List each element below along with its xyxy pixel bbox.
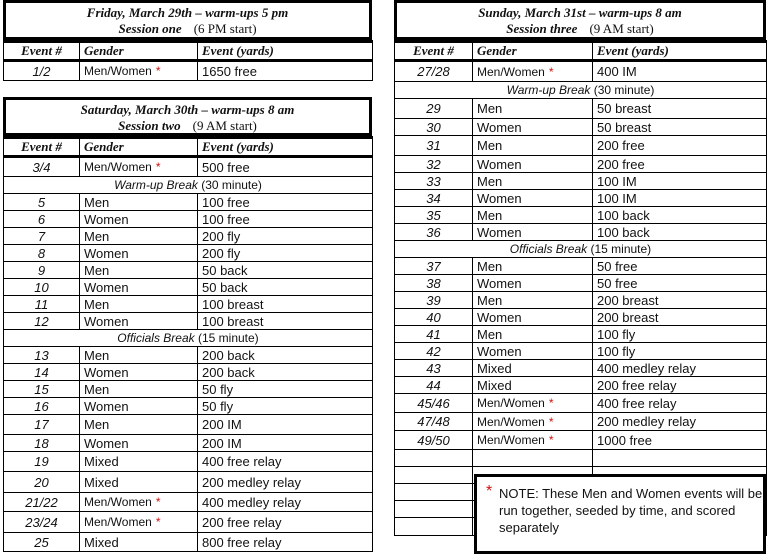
gender-text: Mixed (84, 534, 119, 550)
event-row (395, 450, 767, 467)
gender (80, 364, 198, 381)
gender-text: Women (477, 190, 522, 206)
break-duration: (15 minute) (194, 331, 259, 345)
gender (473, 173, 593, 190)
combined-asterisk: * (155, 64, 161, 78)
event-number: 47/48 (395, 413, 473, 431)
break-cell (4, 330, 373, 347)
column-header: Gender (80, 138, 198, 157)
event-name: 200 fly (198, 245, 373, 262)
gender-text: Men (84, 296, 110, 312)
event-number: 7 (4, 228, 80, 245)
break-row (395, 82, 767, 99)
event-row (395, 119, 767, 136)
combined-asterisk: * (548, 414, 554, 429)
gender-text: Men (477, 101, 503, 116)
event-number: 49/50 (395, 431, 473, 450)
gender (80, 157, 198, 177)
gender (80, 452, 198, 472)
column-header: Event # (4, 138, 80, 157)
gender (473, 99, 593, 119)
event-name: 100 fly (593, 326, 767, 343)
break-row (395, 241, 767, 258)
event-row (395, 343, 767, 360)
event-name: 200 breast (593, 292, 767, 309)
gender-text: Men (84, 228, 110, 244)
event-number: 30 (395, 119, 473, 136)
event-name: 50 free (593, 275, 767, 292)
break-label: Warm-up Break (114, 178, 198, 192)
event-name: 100 breast (198, 296, 373, 313)
gender-text: Men (477, 173, 503, 189)
event-number: 33 (395, 173, 473, 190)
event-row (4, 398, 373, 415)
event-name: 200 medley relay (198, 472, 373, 493)
event-number: 43 (395, 360, 473, 377)
gender-text: Men/Women (477, 64, 545, 79)
gender (80, 279, 198, 296)
event-name: 400 free relay (198, 452, 373, 472)
combined-asterisk: * (548, 64, 554, 79)
column-header: Event # (395, 42, 473, 61)
event-number: 12 (4, 313, 80, 330)
gender (473, 377, 593, 394)
break-cell (4, 177, 373, 194)
event-row (4, 211, 373, 228)
break-duration: (15 minute) (587, 242, 652, 256)
header-row (395, 42, 767, 61)
event-name: 100 free (198, 194, 373, 211)
sunday-header (394, 0, 766, 40)
event-name: 50 fly (198, 398, 373, 415)
event-row (4, 452, 373, 472)
gender-text: Men (84, 347, 110, 363)
event-name: 100 back (593, 207, 767, 224)
gender (80, 493, 198, 512)
event-row (4, 296, 373, 313)
break-duration: (30 minute) (590, 83, 655, 97)
gender (473, 413, 593, 431)
event-number: 29 (395, 99, 473, 119)
friday-table (3, 40, 373, 81)
gender (473, 61, 593, 82)
gender-text: Women (477, 309, 522, 325)
gender-text: Women (84, 435, 129, 451)
combined-asterisk: * (155, 495, 161, 509)
gender (80, 245, 198, 262)
gender (80, 61, 198, 81)
event-name: 400 medley relay (593, 360, 767, 377)
event-number: 17 (4, 415, 80, 435)
event-row (4, 512, 373, 533)
gender-text: Women (84, 398, 129, 414)
event-row (395, 136, 767, 156)
event-name: 100 IM (593, 173, 767, 190)
event-row (4, 472, 373, 493)
gender-text: Women (84, 364, 129, 380)
event-row (395, 309, 767, 326)
event-number: 16 (4, 398, 80, 415)
event-name: 400 medley relay (198, 493, 373, 512)
gender-text: Women (477, 224, 522, 240)
note-asterisk: * (486, 483, 493, 500)
break-row (4, 330, 373, 347)
event-row (4, 493, 373, 512)
header-row (4, 42, 373, 61)
gender-text: Women (477, 156, 522, 172)
gender (473, 119, 593, 136)
event-row (4, 415, 373, 435)
event-number: 23/24 (4, 512, 80, 533)
event-row (4, 194, 373, 211)
event-number: 8 (4, 245, 80, 262)
gender-text: Men (477, 138, 503, 153)
friday-start: (6 PM start) (193, 21, 257, 36)
saturday-session: Session two (118, 118, 181, 133)
event-number: 45/46 (395, 394, 473, 413)
gender (80, 381, 198, 398)
event-name (593, 450, 767, 467)
gender (80, 398, 198, 415)
event-row (395, 377, 767, 394)
event-name: 1000 free (593, 431, 767, 450)
gender-text: Men (84, 417, 110, 432)
event-row (4, 381, 373, 398)
saturday-title: Saturday, March 30th – warm-ups 8 am (80, 102, 295, 117)
gender-text: Men/Women (477, 396, 545, 410)
event-number: 41 (395, 326, 473, 343)
event-row (4, 347, 373, 364)
event-row (395, 173, 767, 190)
gender-text: Women (477, 343, 522, 359)
event-number: 20 (4, 472, 80, 493)
gender (473, 207, 593, 224)
event-name: 50 breast (593, 99, 767, 119)
event-number: 15 (4, 381, 80, 398)
event-number: 1/2 (4, 61, 80, 81)
gender-text: Mixed (84, 474, 119, 490)
event-row (395, 326, 767, 343)
event-row (395, 360, 767, 377)
event-number: 19 (4, 452, 80, 472)
event-name: 800 free relay (198, 533, 373, 552)
gender-text: Men/Women (84, 495, 152, 509)
event-name: 200 breast (593, 309, 767, 326)
event-row (4, 61, 373, 81)
event-row (395, 292, 767, 309)
gender (473, 292, 593, 309)
event-number: 34 (395, 190, 473, 207)
event-row (395, 413, 767, 431)
event-row (395, 156, 767, 173)
event-row (4, 313, 373, 330)
gender (80, 533, 198, 552)
event-number: 31 (395, 136, 473, 156)
column-header: Gender (80, 42, 198, 61)
combined-asterisk: * (548, 433, 554, 447)
event-name: 500 free (198, 157, 373, 177)
gender (80, 435, 198, 452)
event-name: 100 free (198, 211, 373, 228)
event-number: 18 (4, 435, 80, 452)
gender (473, 450, 593, 467)
event-number (395, 501, 473, 518)
gender (80, 211, 198, 228)
gender (473, 326, 593, 343)
event-number: 3/4 (4, 157, 80, 177)
event-number (395, 450, 473, 467)
break-cell (395, 241, 767, 258)
column-header: Event # (4, 42, 80, 61)
event-row (395, 394, 767, 413)
saturday-header (3, 97, 372, 136)
event-row (4, 364, 373, 381)
combined-asterisk: * (155, 160, 161, 174)
gender (473, 258, 593, 275)
event-name: 50 fly (198, 381, 373, 398)
event-name: 200 free relay (593, 377, 767, 394)
event-name: 100 back (593, 224, 767, 241)
gender-text: Women (477, 275, 522, 291)
event-number (395, 467, 473, 484)
saturday-table (3, 136, 373, 552)
gender (80, 296, 198, 313)
gender-text: Men/Women (84, 515, 152, 529)
column-header: Event (yards) (198, 138, 373, 157)
event-number: 5 (4, 194, 80, 211)
gender (473, 309, 593, 326)
event-row (4, 228, 373, 245)
combined-asterisk: * (155, 515, 161, 529)
gender (80, 262, 198, 279)
event-name: 50 back (198, 262, 373, 279)
event-name: 200 free (593, 156, 767, 173)
break-label: Officials Break (117, 331, 195, 345)
gender (80, 415, 198, 435)
gender (473, 275, 593, 292)
gender-text: Men (477, 326, 503, 342)
event-number: 32 (395, 156, 473, 173)
gender (473, 224, 593, 241)
event-number: 27/28 (395, 61, 473, 82)
event-number: 39 (395, 292, 473, 309)
event-row (395, 99, 767, 119)
event-row (4, 245, 373, 262)
gender (473, 190, 593, 207)
gender-text: Women (84, 279, 129, 295)
column-header: Event (yards) (593, 42, 767, 61)
gender (473, 343, 593, 360)
event-number (395, 484, 473, 501)
event-name: 200 IM (198, 435, 373, 452)
event-name: 100 fly (593, 343, 767, 360)
gender (80, 347, 198, 364)
event-name: 200 free relay (198, 512, 373, 533)
event-number: 21/22 (4, 493, 80, 512)
event-number: 44 (395, 377, 473, 394)
gender (473, 394, 593, 413)
event-number: 40 (395, 309, 473, 326)
sunday-table (394, 40, 767, 536)
event-name: 200 free (593, 136, 767, 156)
gender-text: Men (84, 194, 110, 210)
event-name: 50 back (198, 279, 373, 296)
event-number: 36 (395, 224, 473, 241)
event-number: 38 (395, 275, 473, 292)
gender (80, 228, 198, 245)
sunday-session: Session three (506, 21, 578, 36)
gender (80, 472, 198, 493)
gender-text: Men (477, 292, 503, 308)
event-number: 10 (4, 279, 80, 296)
event-number: 42 (395, 343, 473, 360)
friday-header (3, 0, 372, 40)
gender (473, 136, 593, 156)
event-name: 200 back (198, 347, 373, 364)
gender-text: Men/Women (84, 160, 152, 174)
gender-text: Men (477, 258, 503, 274)
note-text: NOTE: These Men and Women events will be run together, seeded by time, and scored separately (499, 486, 763, 535)
gender (80, 194, 198, 211)
event-number: 6 (4, 211, 80, 228)
break-cell (395, 82, 767, 99)
event-row (4, 435, 373, 452)
gender (80, 512, 198, 533)
event-number: 9 (4, 262, 80, 279)
event-name: 100 IM (593, 190, 767, 207)
event-row (4, 279, 373, 296)
gender-text: Women (84, 211, 129, 227)
break-label: Warm-up Break (506, 83, 591, 97)
event-name: 200 fly (198, 228, 373, 245)
event-number: 37 (395, 258, 473, 275)
sunday-title: Sunday, March 31st – warm-ups 8 am (478, 5, 682, 20)
break-row (4, 177, 373, 194)
event-name: 400 free relay (593, 394, 767, 413)
gender (473, 156, 593, 173)
event-name: 100 breast (198, 313, 373, 330)
event-row (4, 262, 373, 279)
gender-text: Mixed (84, 454, 119, 469)
gender-text: Women (477, 119, 522, 135)
event-name: 200 medley relay (593, 413, 767, 431)
gender-text: Men (477, 207, 503, 223)
event-number: 35 (395, 207, 473, 224)
event-name: 200 back (198, 364, 373, 381)
event-row (395, 431, 767, 450)
column-header: Gender (473, 42, 593, 61)
combined-asterisk: * (548, 396, 554, 410)
event-row (395, 258, 767, 275)
event-row (4, 533, 373, 552)
saturday-start: (9 AM start) (192, 118, 257, 133)
column-header: Event (yards) (198, 42, 373, 61)
sunday-start: (9 AM start) (589, 21, 654, 36)
header-row (4, 138, 373, 157)
gender-text: Men (84, 381, 110, 397)
gender-text: Men (84, 262, 110, 278)
gender (473, 360, 593, 377)
event-number: 11 (4, 296, 80, 313)
friday-title: Friday, March 29th – warm-ups 5 pm (86, 5, 289, 20)
gender (80, 313, 198, 330)
note-box (474, 474, 766, 554)
event-row (395, 224, 767, 241)
event-number (395, 518, 473, 536)
event-row (395, 207, 767, 224)
gender-text: Mixed (477, 360, 512, 376)
break-duration: (30 minute) (197, 178, 262, 192)
gender-text: Mixed (477, 377, 512, 393)
event-name: 1650 free (198, 61, 373, 81)
gender-text: Men/Women (84, 64, 152, 78)
event-name: 50 free (593, 258, 767, 275)
event-name: 50 breast (593, 119, 767, 136)
gender (473, 431, 593, 450)
event-name: 200 IM (198, 415, 373, 435)
break-label: Officials Break (509, 242, 588, 256)
event-row (4, 157, 373, 177)
event-row (395, 275, 767, 292)
gender-text: Men/Women (477, 433, 545, 447)
event-number: 14 (4, 364, 80, 381)
event-name: 400 IM (593, 61, 767, 82)
friday-session: Session one (118, 21, 182, 36)
event-row (395, 61, 767, 82)
gender-text: Women (84, 313, 129, 329)
gender-text: Men/Women (477, 414, 545, 429)
gender-text: Women (84, 245, 129, 261)
event-number: 25 (4, 533, 80, 552)
event-number: 13 (4, 347, 80, 364)
event-row (395, 190, 767, 207)
